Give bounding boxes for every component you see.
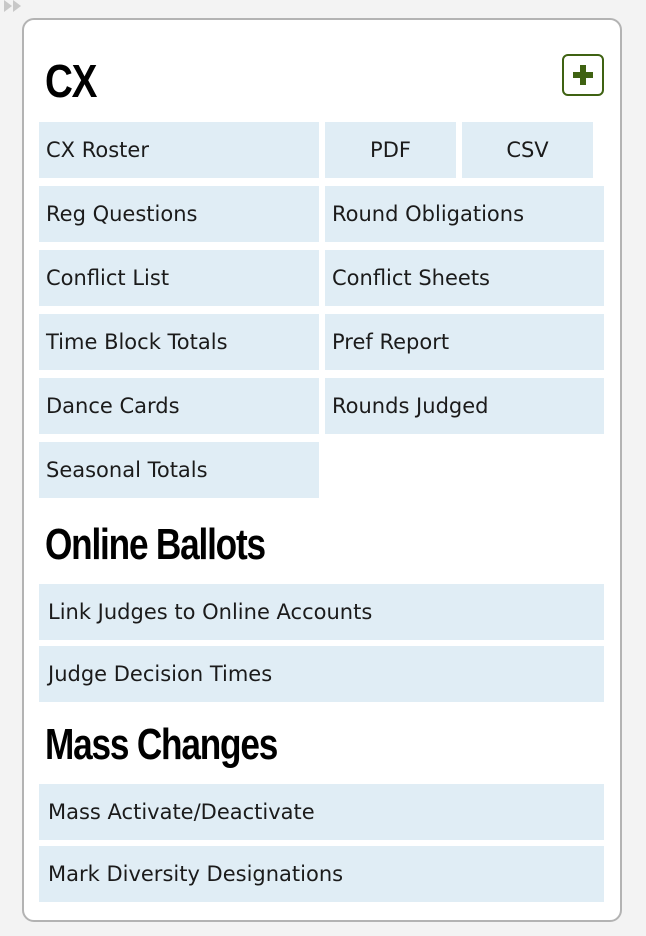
add-button[interactable] <box>562 54 604 96</box>
conflict-list-button[interactable]: Conflict List <box>39 250 319 306</box>
cx-roster-button[interactable]: CX Roster <box>39 122 319 178</box>
mark-diversity-button[interactable]: Mark Diversity Designations <box>39 846 604 902</box>
section-title-cx: CX <box>45 55 97 107</box>
sidebar-panel <box>22 18 622 922</box>
dance-cards-button[interactable]: Dance Cards <box>39 378 319 434</box>
link-judges-button[interactable]: Link Judges to Online Accounts <box>39 584 604 640</box>
collapse-sidebar-icon[interactable] <box>3 0 23 12</box>
pdf-button[interactable]: PDF <box>325 122 456 178</box>
seasonal-totals-button[interactable]: Seasonal Totals <box>39 442 319 498</box>
rounds-judged-button[interactable]: Rounds Judged <box>325 378 604 434</box>
round-obligations-button[interactable]: Round Obligations <box>325 186 604 242</box>
conflict-sheets-button[interactable]: Conflict Sheets <box>325 250 604 306</box>
pref-report-button[interactable]: Pref Report <box>325 314 604 370</box>
reg-questions-button[interactable]: Reg Questions <box>39 186 319 242</box>
time-block-totals-button[interactable]: Time Block Totals <box>39 314 319 370</box>
section-title-mass-changes: Mass Changes <box>45 720 278 769</box>
judge-decision-times-button[interactable]: Judge Decision Times <box>39 646 604 702</box>
csv-button[interactable]: CSV <box>462 122 593 178</box>
section-title-online-ballots: Online Ballots <box>45 520 265 569</box>
mass-activate-button[interactable]: Mass Activate/Deactivate <box>39 784 604 840</box>
plus-icon <box>572 64 594 86</box>
